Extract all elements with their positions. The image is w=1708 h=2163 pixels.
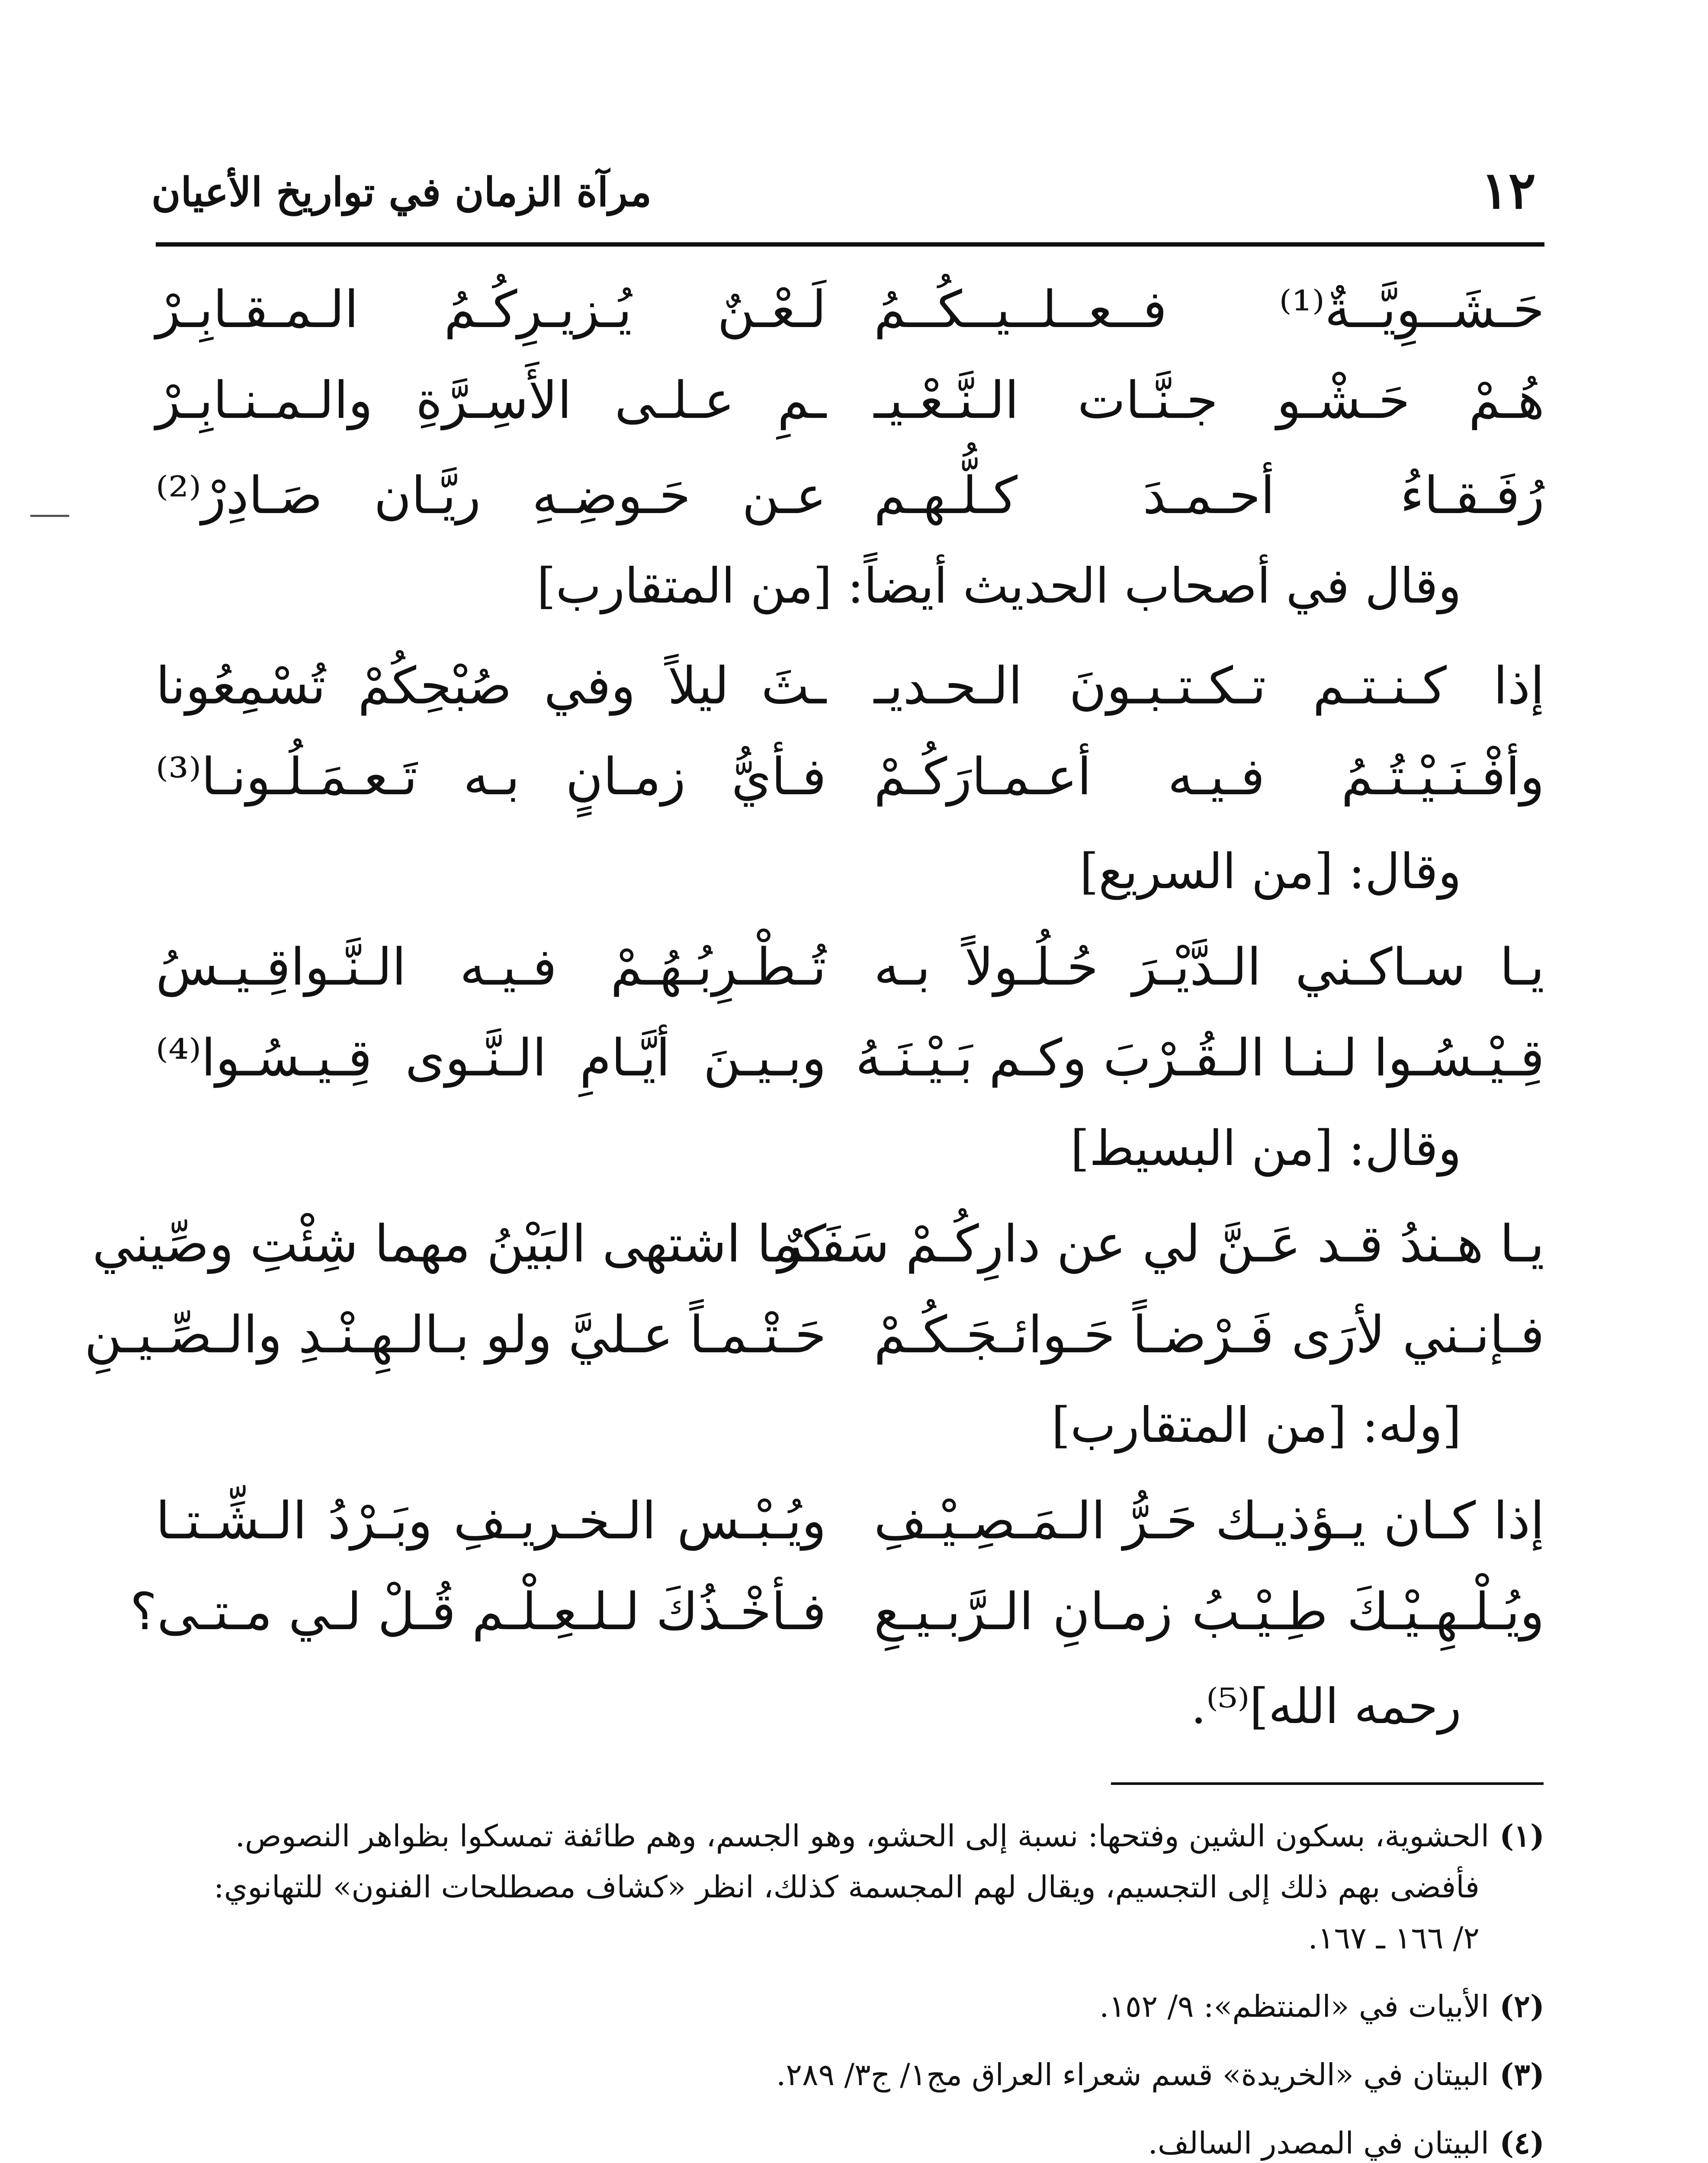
second-hemistich: لَـعْـنٌ يُـزيـرِكُـمُ الـمـقـابِـرْ [156, 279, 826, 339]
first-hemistich: يـا هـندُ قـد عَـنَّ لي عن دارِكُـمْ سَفَـرٌ [777, 1214, 1544, 1274]
second-hemistich: عـن حَـوضِـهِ ريَّـان صَـادِرْ⁽²⁾ [156, 465, 826, 525]
second-hemistich: كما اشتهى البَيْنُ مهما شِئْتِ وصِّيني [92, 1214, 826, 1274]
verse-line [156, 735, 1544, 818]
first-hemistich: يـا سـاكـني الـدَّيْـرَ حُـلُـولاً بـه [874, 937, 1544, 997]
verse-line [156, 1479, 1544, 1562]
verse-line [156, 359, 1544, 441]
closing-line: رحمه الله]⁽⁵⁾. [1191, 1678, 1461, 1735]
footnotes [156, 1810, 1544, 2163]
first-hemistich: حَـشَــوِيَّــةٌ⁽¹⁾ فــعــلــيــكُــمُ [874, 279, 1544, 339]
second-hemistich: ويُـبْـس الـخـريـفِ وبَـرْدُ الـشِّـتـا [156, 1491, 826, 1550]
first-hemistich: وأفْـنَـيْـتُـمُ فـيـه أعـمـارَكُـمْ [874, 747, 1544, 806]
footnote-text: الحشوية، بسكون الشين وفتحها: نسبة إلى الحشو، وهو الجسم، وهم طائفة تمسكوا بظواهر النصوص. [235, 1818, 1490, 1854]
book-title: مرآة الزمان في تواريخ الأعيان [151, 169, 652, 215]
first-hemistich: فـإنـني لأرَى فَـرْضـاً حَـوائـجَـكُـمْ [874, 1305, 1544, 1364]
second-hemistich: ـمِ عـلـى الأَسِـرَّةِ والـمـنـابِـرْ [156, 370, 826, 430]
footnote-3 [156, 2049, 1544, 2100]
footnote-4 [156, 2118, 1544, 2163]
footnote-number: (٢) [1499, 1988, 1544, 2024]
margin-mark [30, 515, 69, 517]
page-number: ١٢ [1481, 160, 1536, 220]
verse-line [156, 454, 1544, 536]
footnote-number: (١) [1499, 1818, 1544, 1854]
poem-intro: وقال: [من البسيط] [1070, 1120, 1461, 1177]
footnote-2 [156, 1981, 1544, 2032]
poem-intro: وقال: [من السريع] [1079, 844, 1461, 900]
second-hemistich: حَـتْـمـاً عـليَّ ولو بـالـهِـنْـدِ والـصِّـيـنِ [84, 1305, 826, 1364]
header-rule [156, 242, 1544, 247]
second-hemistich: وبـيـنَ أيَّـامِ الـنَّـوى قِـيـسُـوا⁽⁴⁾ [156, 1028, 826, 1088]
first-hemistich: هُـمْ حَـشْـو جـنَّـات الـنَّـعْـيـ [874, 370, 1544, 430]
first-hemistich: ويُـلْـهِـيْـكَ طِـيْـبُ زمـانِ الـرَّبـيـعِ [874, 1582, 1544, 1641]
footnote-number: (٣) [1499, 2057, 1544, 2092]
running-header [143, 156, 1544, 229]
footnote-text: الأبيات في «المنتظم»: ٩/ ١٥٢. [1099, 1989, 1490, 2024]
footnote-rule [1111, 1782, 1544, 1785]
verse-line [156, 926, 1544, 1008]
first-hemistich: رُفَـقـاءُ أحـمـدَ كـلُّـهـم [874, 465, 1544, 525]
second-hemistich: تُـطْـرِبُـهُـمْ فـيـه الـنَّـواقِـيـسُ [156, 937, 826, 997]
second-hemistich: فـأيُّ زمـانٍ بـه تَـعـمَـلُـونـا⁽³⁾ [156, 747, 826, 806]
verse-line [156, 268, 1544, 350]
poem-intro: [وله: [من المتقارب] [1051, 1397, 1461, 1454]
footnote-text: فأفضى بهم ذلك إلى التجسيم، ويقال لهم المجسمة كذلك، انظر «كشاف مصطلحات الفنون» للتهانوي: [214, 1869, 1480, 1905]
second-hemistich: ـثَ ليلاً وفي صُبْحِكُمْ تُسْمِعُونا [156, 656, 826, 716]
first-hemistich: إذا كـنـتـم تـكـتـبـونَ الـحـديـ [874, 656, 1544, 716]
footnote-text: البيتان في «الخريدة» قسم شعراء العراق مج١/ ج٣/ ٢٨٩. [776, 2057, 1490, 2092]
second-hemistich: فـأخْـذُكَ لـلـعِـلْـم قُـلْ لـي مـتـى؟ [130, 1582, 826, 1641]
verse-line [130, 1570, 1544, 1653]
verse-line [156, 1017, 1544, 1099]
poem-intro: وقال في أصحاب الحديث أيضاً: [من المتقارب] [536, 558, 1461, 614]
footnote-number: (٤) [1499, 2125, 1544, 2161]
verse-line [92, 1203, 1544, 1285]
footnote-text: ٢/ ١٦٦ ـ ١٦٧. [1308, 1920, 1480, 1956]
footnote-text: البيتان في المصدر السالف. [1148, 2125, 1490, 2161]
first-hemistich: إذا كـان يـؤذيـك حَـرُّ الـمَـصِـيْـفِ [874, 1491, 1544, 1550]
verse-line [156, 645, 1544, 727]
verse-line [84, 1293, 1544, 1376]
footnote-1 [156, 1810, 1544, 1964]
first-hemistich: قِـيْـسُـوا لـنـا الـقُـرْبَ وكـم بَـيْـنَـهُ [855, 1028, 1544, 1088]
